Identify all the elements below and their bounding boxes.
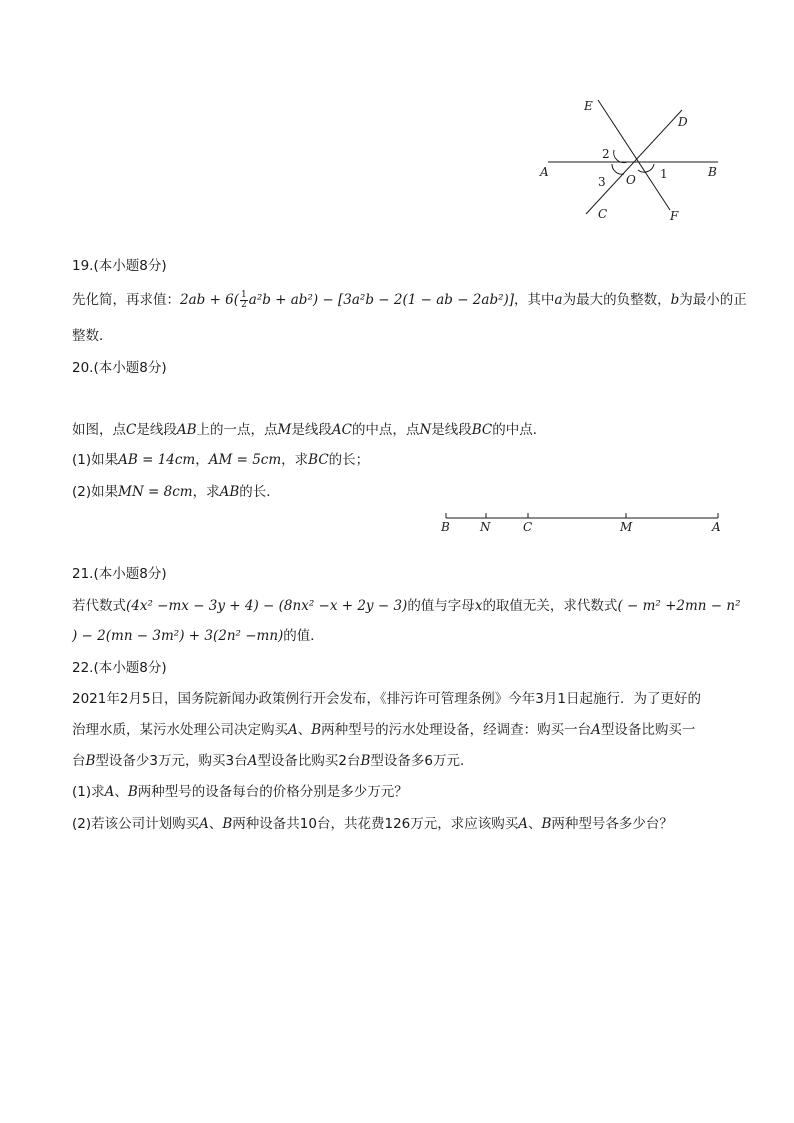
seg-label-M: M	[620, 520, 633, 534]
q20-part2-t1: (2)如果	[72, 484, 119, 500]
q22-part2-t2: 、	[208, 816, 223, 832]
q22-line2	[72, 720, 695, 740]
q22-part2-v3: A	[518, 816, 528, 832]
seg-label-C: C	[523, 520, 533, 534]
q20-stem-v3: M	[277, 422, 292, 438]
q19-expr-a: 2ab + 6(	[180, 292, 240, 308]
q19-text-b: 为最大的负整数，	[562, 292, 671, 308]
q22-line2-t1: 治理水质，某污水处理公司决定购买	[72, 722, 288, 738]
q19-expr-b: a²b + ab²) − [3a²b − 2(1 − ab − 2ab²)]	[248, 292, 515, 308]
q20-part2-t3: 的长．	[239, 484, 280, 500]
label-A: A	[540, 165, 549, 179]
q20-stem-t2: 是线段	[136, 422, 177, 438]
q19-frac-den: 2	[241, 299, 247, 310]
q19-frac-num: 1	[241, 289, 247, 300]
q21-line1-t3: 的取值无关，求代数式	[482, 598, 618, 614]
q22-line2-v3: A	[591, 722, 601, 738]
q21-line2-e1: ) − 2(mn − 3m²) + 3(2n² −mn)	[72, 628, 284, 644]
q22-part2-v4: B	[541, 816, 552, 832]
q20-stem-v6: BC	[471, 422, 493, 438]
angle-figure	[530, 92, 730, 228]
q19-fraction	[240, 291, 248, 310]
label-O: O	[626, 173, 636, 187]
q22-part2-v1: A	[199, 816, 209, 832]
q20-stem-t1: 如图，点	[72, 422, 126, 438]
q22-part1-t1: (1)求	[72, 784, 105, 800]
q20-stem-t4: 是线段	[291, 422, 332, 438]
q20-stem-t7: 的中点．	[492, 422, 547, 438]
arc-angle-2	[614, 150, 627, 163]
seg-label-B: B	[441, 520, 450, 534]
q20-part2-e1: MN = 8cm	[118, 484, 193, 500]
q22-line2-t4: 型设备比购买一	[600, 722, 696, 738]
q22-part1-t3: 两种型号的设备每台的价格分别是多少万元？	[137, 784, 408, 800]
segment-figure	[436, 508, 726, 538]
seg-label-A: A	[712, 520, 721, 534]
q19-var-a: a	[554, 292, 563, 308]
q22-header: 22.(本小题8分)	[72, 660, 167, 676]
q22-line3-v3: B	[360, 753, 371, 769]
label-D: D	[678, 115, 688, 129]
label-C: C	[598, 207, 608, 221]
q22-line2-t2: 、	[297, 722, 312, 738]
q21-line1	[72, 596, 741, 616]
q22-part1	[72, 782, 408, 802]
q22-line2-t3: 两种型号的污水处理设备，经调查：购买一台	[321, 722, 592, 738]
q21-line2-t1: 的值．	[283, 628, 324, 644]
q22-part1-t2: 、	[114, 784, 128, 800]
q20-part1-t1: (1)如果	[72, 452, 119, 468]
q20-part1-e1: AB = 14cm	[118, 452, 196, 468]
q22-line3-t1: 台	[72, 753, 86, 769]
q20-part1	[72, 450, 369, 470]
label-E: E	[584, 99, 593, 113]
q21-line1-t2: 的值与字母	[407, 598, 475, 614]
seg-label-N: N	[480, 520, 491, 534]
q20-part1-t4: 的长；	[328, 452, 370, 468]
q20-stem-v5: N	[419, 422, 432, 438]
label-B: B	[708, 165, 717, 179]
q21-header: 21.(本小题8分)	[72, 566, 167, 582]
q19-line2: 整数．	[72, 328, 113, 344]
q20-part1-t2: ，	[195, 452, 209, 468]
q22-line3-t3: 型设备比购买2台	[257, 753, 361, 769]
label-angle-1: 1	[660, 167, 668, 181]
q20-part1-e2: AM = 5cm	[208, 452, 282, 468]
q22-line1: 2021年2月5日，国务院新闻办政策例行开会发布，《排污许可管理条例》今年3月1日起施行．为了更好的	[72, 691, 701, 707]
q19-text-a: ，其中	[514, 292, 555, 308]
q20-part1-t3: ，求	[281, 452, 309, 468]
arc-angle-3	[612, 164, 624, 174]
q20-part1-e3: BC	[308, 452, 329, 468]
q20-stem	[72, 420, 546, 440]
q21-line1-t1: 若代数式	[72, 598, 126, 614]
q19-text-c: 为最小的正	[679, 292, 747, 308]
q22-line3	[72, 751, 473, 771]
q19-intro: 先化简，再求值：	[72, 292, 180, 308]
q20-stem-t5: 的中点，点	[351, 422, 420, 438]
q22-line2-v2: B	[311, 722, 322, 738]
q22-part2-t4: 、	[528, 816, 542, 832]
q21-line1-e1: (4x² −mx − 3y + 4) − (8nx² −x + 2y − 3)	[126, 598, 408, 614]
q20-header: 20.(本小题8分)	[72, 360, 167, 376]
q22-part1-v1: A	[104, 784, 115, 800]
q19-line1	[72, 290, 747, 310]
q22-part1-v2: B	[127, 784, 138, 800]
q20-part2-t2: ，求	[192, 484, 220, 500]
q20-part2	[72, 482, 280, 502]
q22-line3-t4: 型设备多6万元．	[370, 753, 474, 769]
q22-line3-t2: 型设备少3万元，购买3台	[95, 753, 248, 769]
q22-part2-t5: 两种型号各多少台？	[551, 816, 673, 832]
q22-line3-v2: A	[247, 753, 258, 769]
q20-stem-t3: 上的一点，点	[196, 422, 278, 438]
q21-line2	[72, 626, 324, 646]
q19-header: 19.(本小题8分)	[72, 258, 167, 274]
label-angle-3: 3	[598, 175, 606, 189]
q22-part2-t1: (2)若该公司计划购买	[72, 816, 200, 832]
q22-line3-v1: B	[85, 753, 96, 769]
label-F: F	[670, 209, 679, 223]
label-angle-2: 2	[602, 147, 610, 161]
q20-stem-v4: AC	[331, 422, 352, 438]
q21-line1-v1: x	[474, 598, 483, 614]
q20-stem-v1: C	[126, 422, 137, 438]
q20-part2-e2: AB	[219, 484, 240, 500]
q22-part2	[72, 814, 673, 834]
q20-stem-v2: AB	[176, 422, 197, 438]
q22-line2-v1: A	[288, 722, 298, 738]
q20-stem-t6: 是线段	[431, 422, 472, 438]
q22-part2-v2: B	[222, 816, 233, 832]
q22-part2-t3: 两种设备共10台，共花费126万元，求应该购买	[232, 816, 519, 832]
q19-var-b: b	[670, 292, 680, 308]
q21-line1-e2: ( − m² +2mn − n²	[617, 598, 741, 614]
